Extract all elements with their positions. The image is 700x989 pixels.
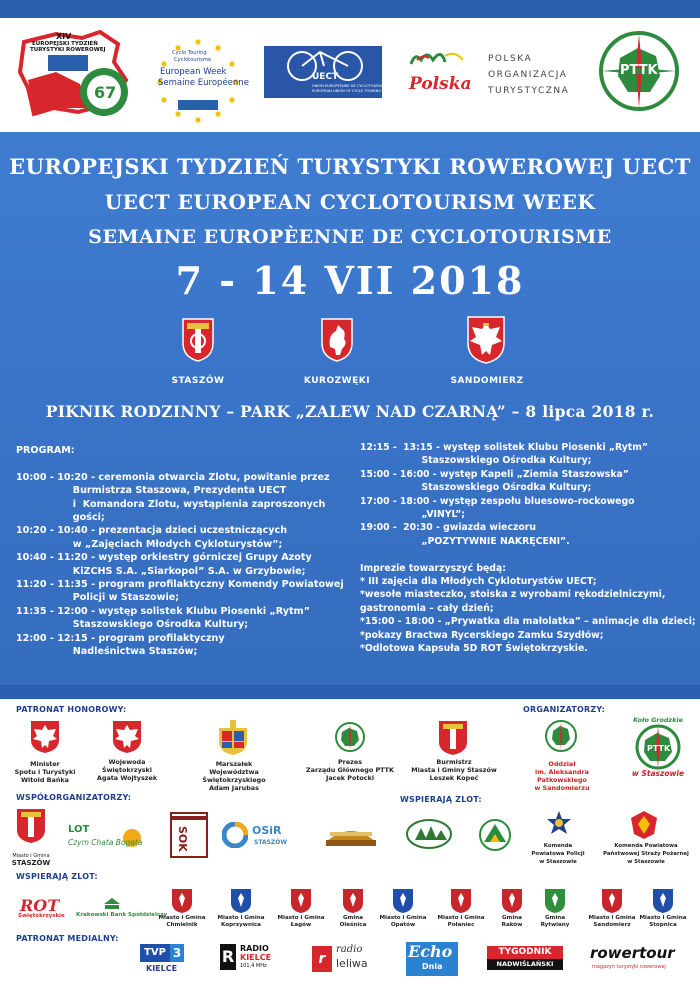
gmina-cap-line: Gmina: [544, 915, 566, 921]
radio-leliwa-l2: leliwa: [336, 957, 368, 970]
program-line: 12:15 - 13:15 - występ solistek Klubu Piosenki „Rytm”: [360, 442, 649, 453]
bank-icon: [102, 896, 122, 910]
radio-kielce-l3: 101,4 MHz: [240, 963, 267, 969]
rot-logo: [18, 896, 66, 924]
program-line: *pokazy Bractwa Rycerskiego Zamku Szydłów;: [360, 629, 604, 641]
xiv-line2: TURYSTYKI ROWEROWEJ: [30, 47, 106, 53]
honorowy-5-l2: Miasta i Gminy Staszów: [411, 766, 497, 774]
town-sandomierz: SANDOMIERZ: [450, 376, 524, 386]
program-line: Staszowskiego Ośrodka Kultury;: [360, 455, 592, 467]
gmina-cap-line: Gmina: [501, 915, 523, 921]
xiv-number: 67: [94, 83, 117, 102]
program-line: PROGRAM:: [16, 445, 75, 456]
gmina-cap-line: Koprzywnica: [221, 922, 261, 928]
gmina-cap-line: Miasto i Gmina: [217, 915, 265, 921]
gmina-cap-line: Chmielnik: [166, 922, 198, 928]
program-line: 19:00 - 20:30 - gwiazda wieczoru: [360, 522, 536, 534]
xiv-badge-logo: [18, 28, 133, 120]
osir-swirl-icon: [222, 822, 248, 848]
gmina-crest-icon: [171, 888, 193, 914]
polska-word: Polska: [409, 74, 472, 94]
program-line: Staszowskiego Ośrodka Kultury;: [16, 619, 249, 631]
gmina-cap: [525, 915, 585, 929]
fire-l3: w Staszowie: [627, 859, 665, 865]
program-line: 10:20 - 10:40 - prezentacja dzieci uczestniczących: [16, 525, 288, 537]
wspolorganizatorzy-label: WSPÓŁORGANIZATORZY:: [16, 793, 132, 802]
program-line: gastronomia – cały dzień;: [360, 602, 494, 614]
program-line: Burmistrza Staszowa, Prezydenta UECT: [16, 485, 287, 497]
honorowy-3-cap: [186, 760, 282, 792]
program-line: „VINYL”;: [360, 509, 466, 521]
tygodnik-l1: TYGODNIK: [487, 946, 563, 959]
police-badge-icon: [545, 810, 573, 840]
bottom-band: [0, 685, 700, 699]
top-band: [0, 0, 700, 18]
organizator-2-cap: w Staszowie: [631, 769, 685, 778]
forest-icon: [405, 818, 453, 850]
rowertour-l1: rowertour: [590, 944, 675, 962]
echo-l1: Echo: [408, 942, 453, 961]
gmina-cap-line: Połaniec: [447, 922, 475, 928]
echo-l2: Dnia: [422, 962, 443, 971]
gmina-cap-line: Stopnica: [649, 922, 677, 928]
radio-leliwa-logo: r radio leliwa: [312, 944, 382, 976]
gmina-crest-icon: [230, 888, 252, 914]
wspieraja-police-cap: [518, 842, 598, 866]
lot-line2: Czym Chata Bogata: [68, 838, 143, 847]
xiv-line1: EUROPEJSKI TYDZIEŃ: [32, 41, 98, 47]
wspolorg-staszow-l2: STASZÓW: [11, 859, 51, 867]
wspieraja-zlot-1-label: WSPIERAJĄ ZLOT:: [400, 795, 482, 804]
pot-line3: TURYSTYCZNA: [488, 86, 570, 96]
header-logos: [0, 18, 700, 130]
pttk-logo-icon: [335, 722, 365, 752]
program-line: *wesołe miasteczko, stoiska z wyrobami rękodzielniczymi,: [360, 589, 666, 601]
program-line: „POZYTYWNIE NAKRĘCENI”.: [360, 535, 570, 547]
program-line: KiZCHS S.A. „Siarkopol” S.A. w Grzybowie;: [16, 565, 306, 577]
gmina-cap-line: Miasto i Gmina: [277, 915, 325, 921]
honorowy-1-l3: Witold Bańka: [21, 776, 69, 784]
program-line: 10:40 - 11:20 - występ orkiestry górniczej Grupy Azoty: [16, 552, 312, 564]
honorowy-2-l2: Świętokrzyski: [101, 766, 152, 774]
police-l2: Powiatowa Policji: [531, 851, 585, 857]
gmina-cap-line: Gmina: [342, 915, 364, 921]
gmina-crest-icon: [501, 888, 523, 914]
program-line: gości;: [16, 512, 105, 524]
gmina-cap: [373, 915, 433, 929]
gmina-cap-line: Miasto i Gmina: [158, 915, 206, 921]
title-line-1: EUROPEJSKI TYDZIEŃ TURYSTYKI ROWEROWEJ UECT: [9, 154, 691, 179]
honorowy-4-l2: Zarządu Głównego PTTK: [306, 766, 394, 774]
organizator-1-l1: Oddział: [548, 760, 576, 768]
uect-logo: [264, 46, 388, 98]
svg-text:PTTK: PTTK: [647, 744, 671, 753]
pttk-logo: [598, 30, 680, 112]
pot-logo: [405, 48, 580, 116]
wspieraja-fire-cap: [596, 842, 696, 866]
ecw-line4: Semaine Européenne: [158, 78, 249, 88]
gmina-cap: [152, 915, 212, 929]
swietokrzyskie-crest-icon: [218, 720, 248, 756]
rot-sub: Świętokrzyskie: [18, 913, 65, 919]
piknik-heading: PIKNIK RODZINNY – PARK „ZALEW NAD CZARNĄ” – 8 lipca 2018 r.: [45, 402, 655, 421]
town-staszow: STASZÓW: [171, 376, 225, 386]
gmina-cap-line: Miasto i Gmina: [588, 915, 636, 921]
poland-eagle-icon: [112, 720, 142, 754]
honorowy-2-l3: Agata Wojtyszek: [96, 774, 158, 782]
tygodnik-logo: [487, 946, 563, 972]
lot-logo: [66, 824, 151, 854]
osir-name: OSiR: [252, 824, 282, 837]
pttk-text: PTTK: [620, 63, 658, 78]
xiv-numeral: XIV: [56, 32, 72, 41]
pot-line2: ORGANIZACJA: [488, 70, 568, 80]
gmina-cap: [211, 915, 271, 929]
ecw-line3: European Week: [160, 67, 227, 77]
honorowy-1-l2: Spotu i Turystyki: [14, 768, 76, 776]
tvp-num: 3: [170, 944, 184, 962]
pttk-staszow-logo-icon: [633, 724, 683, 770]
gmina-cap-line: Raków: [501, 922, 523, 928]
hall-icon: [322, 820, 380, 850]
honorowy-2-cap: [92, 758, 162, 782]
honorowy-4-l1: Prezes: [337, 758, 363, 766]
ecw-line2: Cyclotourisme: [174, 57, 212, 63]
honorowy-5-l1: Burmistrz: [436, 758, 472, 766]
police-l1: Komenda: [543, 843, 573, 849]
rot-text: ROT: [20, 896, 60, 915]
program-line: Staszowskiego Ośrodka Kultury;: [360, 482, 592, 494]
gmina-crest-icon: [290, 888, 312, 914]
event-date: 7 - 14 VII 2018: [175, 258, 525, 303]
staszow-crest-icon: [181, 317, 215, 363]
honorowy-3-l1: Marszałek: [215, 760, 253, 768]
fire-l1: Komenda Powiatowa: [614, 843, 678, 849]
gmina-cap: [633, 915, 693, 929]
osir-city: STASZÓW: [254, 839, 287, 846]
rowertour-logo: [590, 944, 690, 974]
lot-line1: LOT: [68, 824, 90, 835]
honorowy-1-l1: Minister: [30, 760, 60, 768]
organizator-1-l2: im. Aleksandra Patkowskiego: [535, 768, 589, 784]
gmina-crest-icon: [652, 888, 674, 914]
uect-line1: UNION EUROPÉENNE DE CYCLOTOURISME: [312, 84, 388, 88]
gmina-cap-line: Miasto i Gmina: [639, 915, 687, 921]
honorowy-5-cap: [406, 758, 502, 782]
honorowy-1-cap: [10, 760, 80, 784]
title-line-2: UECT EUROPEAN CYCLOTOURISM WEEK: [104, 190, 596, 214]
patronat-honorowy-label: PATRONAT HONOROWY:: [16, 705, 127, 714]
gmina-cap-line: Oleśnica: [339, 922, 367, 928]
program-line: 17:00 - 18:00 - występ zespołu bluesowo-rockowego: [360, 495, 635, 507]
staszow-crest-icon: [438, 720, 468, 756]
program-line: [360, 548, 696, 561]
poland-eagle-icon: [30, 720, 60, 754]
gmina-cap-line: Rytwiany: [540, 922, 570, 928]
tvp-city: KIELCE: [146, 964, 178, 973]
kurozweki-rooster-icon: [320, 317, 354, 363]
honorowy-4-cap: [300, 758, 400, 782]
gmina-cap-line: Sandomierz: [593, 922, 631, 928]
honorowy-3-l2: Województwa Świętokrzyskiego: [202, 768, 266, 784]
pot-line1: POLSKA: [488, 54, 533, 64]
european-week-logo: [152, 36, 249, 124]
patronat-medialny-label: PATRONAT MEDIALNY:: [16, 934, 119, 943]
program-line: Imprezie towarzyszyć będą:: [360, 562, 506, 574]
gmina-cap: [271, 915, 331, 929]
program-line: * III zajęcia dla Młodych Cykloturystów UECT;: [360, 576, 597, 588]
program-line: 11:35 - 12:00 - występ solistek Klubu Piosenki „Rytm”: [16, 605, 310, 617]
radio-kielce-logo: R RADIO KIELCE 101,4 MHz: [221, 944, 272, 969]
tvp3-logo: [140, 944, 184, 984]
gmina-crest-icon: [392, 888, 414, 914]
radio-leliwa-l1: radio: [336, 944, 363, 955]
pttk-logo-icon: [545, 720, 577, 752]
program-line: [16, 457, 361, 470]
bank-text: Krakowski Bank Spółdzielczy: [76, 912, 168, 918]
wspieraja-zlot-2-label: WSPIERAJĄ ZLOT:: [16, 872, 98, 881]
honorowy-5-l3: Leszek Kopeć: [429, 774, 479, 782]
program-left: [16, 444, 361, 658]
title-line-3: SEMAINE EUROPÈENNE DE CYCLOTOURISME: [88, 226, 612, 248]
osir-logo: [222, 822, 292, 852]
gmina-crest-icon: [342, 888, 364, 914]
organizator-1-cap: [510, 760, 614, 792]
sok-logo: [170, 812, 208, 858]
honorowy-2-l1: Wojewoda: [108, 758, 146, 766]
tvp-text: TVP: [140, 944, 170, 962]
uect-line2: EUROPEAN UNION OF CYCLE TOURING: [312, 89, 382, 93]
sandomierz-eagle-icon: [466, 315, 506, 365]
kolo-grodzkie: Koło Grodzkie: [633, 716, 683, 724]
town-kurozweki: KUROZWĘKI: [303, 376, 371, 386]
uect-name: UECT: [312, 72, 339, 82]
gmina-crest-icon: [544, 888, 566, 914]
honorowy-3-l3: Adam Jarubas: [209, 784, 259, 792]
wspolorg-staszow-l1: Miasto i Gmina: [12, 853, 50, 859]
tygodnik-l2: NADWIŚLAŃSKI: [487, 959, 563, 970]
program-line: 11:20 - 11:35 - program profilaktyczny Komendy Powiatowej: [16, 579, 344, 591]
gmina-cap-line: Opatów: [390, 922, 416, 928]
staszow-crest-icon: [16, 808, 46, 844]
gmina-cap-line: Miasto i Gmina: [379, 915, 427, 921]
radio-kielce-l2: KIELCE: [240, 953, 272, 962]
bank-logo: [76, 896, 168, 926]
gmina-crest-icon: [601, 888, 623, 914]
program-right: [360, 441, 696, 655]
program-line: Policji w Staszowie;: [16, 592, 180, 604]
gmina-crest-icon: [450, 888, 472, 914]
ecw-line1: Cyclo Touring: [172, 50, 207, 56]
fire-l2: Państwowej Straży Pożarnej: [603, 851, 689, 857]
sok-text: SOK: [176, 826, 189, 852]
program-line: 12:00 - 12:15 - program profilaktyczny: [16, 632, 225, 644]
gmina-cap-line: Łagów: [290, 922, 312, 928]
fire-brigade-icon: [630, 810, 658, 840]
echo-dnia-logo: [406, 942, 458, 976]
program-line: *15:00 - 18:00 - „Prywatka dla małolatka” – animacje dla dzieci;: [360, 616, 696, 628]
program-line: 10:00 - 10:20 - ceremonia otwarcia Zlotu, powitanie przez: [16, 471, 330, 483]
organizatorzy-label: ORGANIZATORZY:: [523, 705, 606, 714]
program-line: Nadleśnictwa Staszów;: [16, 646, 198, 658]
mountain-club-icon: [478, 818, 512, 852]
program-line: 15:00 - 16:00 - występ Kapeli „Ziemia Staszowska”: [360, 468, 629, 480]
radio-kielce-l1: RADIO: [240, 944, 269, 953]
organizator-1-l3: w Sandomierzu: [534, 784, 590, 792]
honorowy-4-l3: Jacek Potocki: [325, 774, 375, 782]
gmina-cap-line: Miasto i Gmina: [437, 915, 485, 921]
police-l3: w Staszowie: [539, 859, 577, 865]
program-line: *Odlotowa Kapsuła 5D ROT Świętokrzyskie.: [360, 643, 588, 655]
program-line: w „Zajęciach Młodych Cykloturystów”;: [16, 538, 283, 550]
rowertour-l2: magazyn turystyki rowerowej: [592, 964, 666, 970]
program-line: i Komandora Zlotu, wystąpienia zaproszonych: [16, 498, 326, 510]
